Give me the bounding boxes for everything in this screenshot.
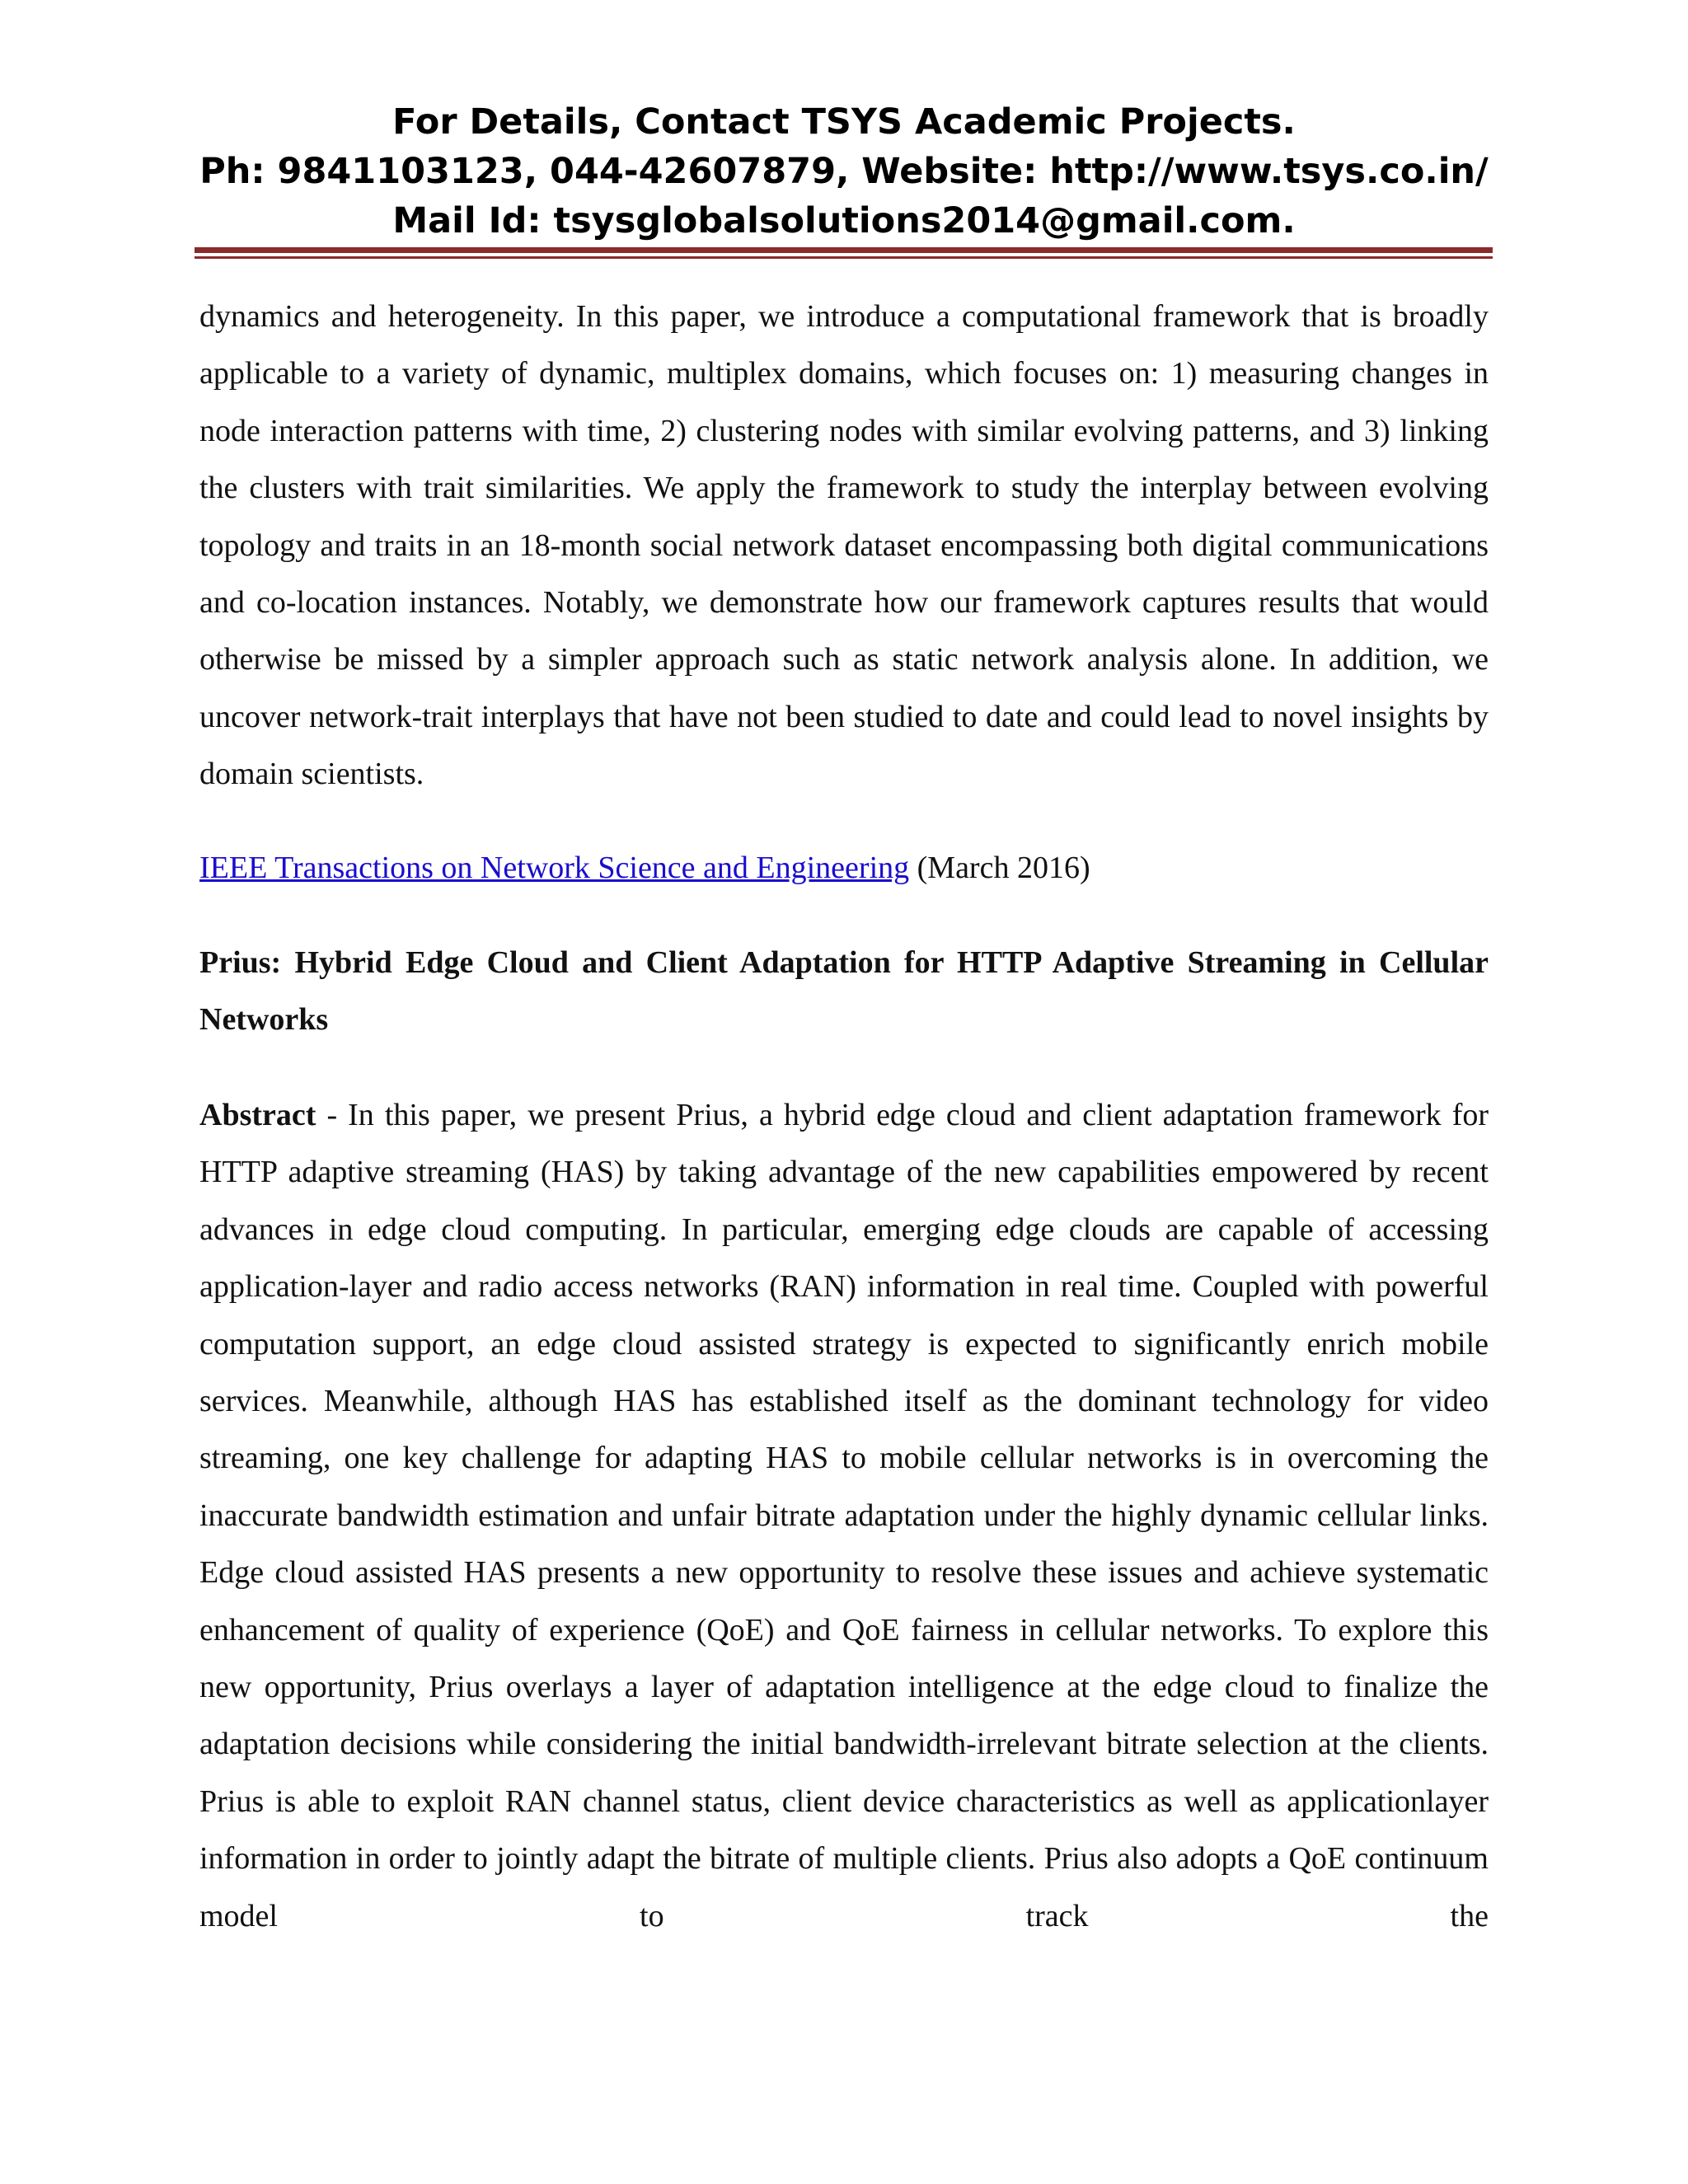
previous-abstract-continuation: dynamics and heterogeneity. In this paper, we introduce a computational framework that is broadly applicable to a variety of dynamic, multiplex domains, which focuses on: 1) measuring changes in node interaction patterns with time, 2) clustering nodes with similar evolving patterns, and 3) linking the clusters with trait similarities. We apply the framework to study the interplay between evolving topology and traits in an 18-month social network dataset encompassing both digital communications and co-location instances. Notably, we demonstrate how our framework captures results that would otherwise be missed by a simpler approach such as static network analysis alone. In addition, we uncover network-trait interplays that have not been studied to date and could lead to novel insights by domain scientists. <box>199 299 1489 792</box>
paper-title: Prius: Hybrid Edge Cloud and Client Adaptation for HTTP Adaptive Streaming in Cellular Networks <box>199 945 1489 1038</box>
header-email-line: Mail Id: tsysglobalsolutions2014@gmail.com. <box>392 200 1296 241</box>
abstract-label: Abstract <box>199 1097 316 1132</box>
journal-link[interactable]: IEEE Transactions on Network Science and Engineering <box>199 850 910 885</box>
header-phone-website-line: Ph: 9841103123, 044-42607879, Website: http://www.tsys.co.in/ <box>199 151 1489 192</box>
journal-citation <box>199 840 1489 897</box>
abstract-separator: - <box>316 1097 349 1132</box>
contact-header <box>0 97 1688 246</box>
abstract-paragraph <box>199 1087 1489 1945</box>
header-contact-line: For Details, Contact TSYS Academic Projects. <box>392 101 1296 143</box>
header-divider-thin <box>195 256 1493 259</box>
abstract-text: In this paper, we present Prius, a hybrid edge cloud and client adaptation framework for HTTP adaptive streaming (HAS) by taking advantage of the new capabilities empowered by recent advances in edge cloud computing. In particular, emerging edge clouds are capable of accessing application-layer and radio access networks (RAN) information in real time. Coupled with powerful computation support, an edge cloud assisted strategy is expected to significantly enrich mobile services. Meanwhile, although HAS has established itself as the dominant technology for video streaming, one key challenge for adapting HAS to mobile cellular networks is in overcoming the inaccurate bandwidth estimation and unfair bitrate adaptation under the highly dynamic cellular links. Edge cloud assisted HAS presents a new opportunity to resolve these issues and achieve systematic enhancement of quality of experience (QoE) and QoE fairness in cellular networks. To explore this new opportunity, Prius overlays a layer of adaptation intelligence at the edge cloud to finalize the adaptation decisions while considering the initial bandwidth-irrelevant bitrate selection at the clients. Prius is able to exploit RAN channel status, client device characteristics as well as applicationlayer information in order to jointly adapt the bitrate of multiple clients. Prius also adopts a QoE continuum model to track the <box>199 1097 1489 1933</box>
document-body <box>199 288 1489 1945</box>
header-divider-thick <box>195 247 1493 253</box>
journal-date: (March 2016) <box>909 850 1090 885</box>
